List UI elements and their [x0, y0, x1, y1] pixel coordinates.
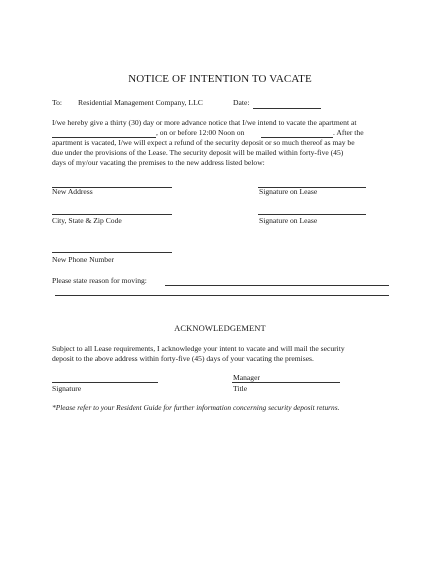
title-field[interactable] [232, 382, 340, 383]
date-label: Date: [233, 98, 250, 107]
signature-on-lease-label-1: Signature on Lease [259, 187, 318, 196]
signature-on-lease-label-2: Signature on Lease [259, 216, 318, 225]
acknowledgement-line-2: deposit to the above address within forty-five (45) days of your vacating the premises. [52, 354, 314, 363]
city-state-zip-field[interactable] [52, 214, 172, 215]
new-address-label: New Address [52, 187, 93, 196]
reason-label: Please state reason for moving: [52, 276, 147, 285]
document-title: NOTICE OF INTENTION TO VACATE [128, 73, 312, 85]
reason-field-2[interactable] [55, 295, 389, 296]
reason-field-1[interactable] [165, 285, 389, 286]
notice-line-1: I/we hereby give a thirty (30) day or more advance notice that I/we intend to vacate the apartment at [52, 118, 357, 127]
to-label: To: [52, 98, 63, 107]
notice-line-2a: , on or before 12:00 Noon on [156, 128, 245, 137]
signature-field[interactable] [52, 382, 158, 383]
signature-on-lease-field-2[interactable] [258, 214, 366, 215]
date-field[interactable] [253, 108, 321, 109]
signature-label: Signature [52, 384, 82, 393]
acknowledgement-heading: ACKNOWLEDGEMENT [174, 323, 266, 333]
new-phone-label: New Phone Number [52, 255, 115, 264]
notice-line-2b: . After the [333, 128, 364, 137]
acknowledgement-line-1: Subject to all Lease requirements, I acknowledge your intent to vacate and will mail the security [52, 344, 345, 353]
new-phone-field[interactable] [52, 252, 172, 253]
company-name: Residential Management Company, LLC [78, 98, 203, 107]
title-label: Title [233, 384, 248, 393]
notice-line-3: apartment is vacated, I/we will expect a refund of the security deposit or so much thereof as may be [52, 138, 355, 147]
city-state-zip-label: City, State & Zip Code [52, 216, 122, 225]
notice-line-4: due under the provisions of the Lease. The security deposit will be mailed within forty-five (45) [52, 148, 344, 157]
notice-line-5: days of my/our vacating the premises to the new address listed below: [52, 158, 265, 167]
footnote: *Please refer to your Resident Guide for further information concerning security deposit returns. [52, 403, 340, 412]
manager-value: Manager [233, 373, 260, 382]
